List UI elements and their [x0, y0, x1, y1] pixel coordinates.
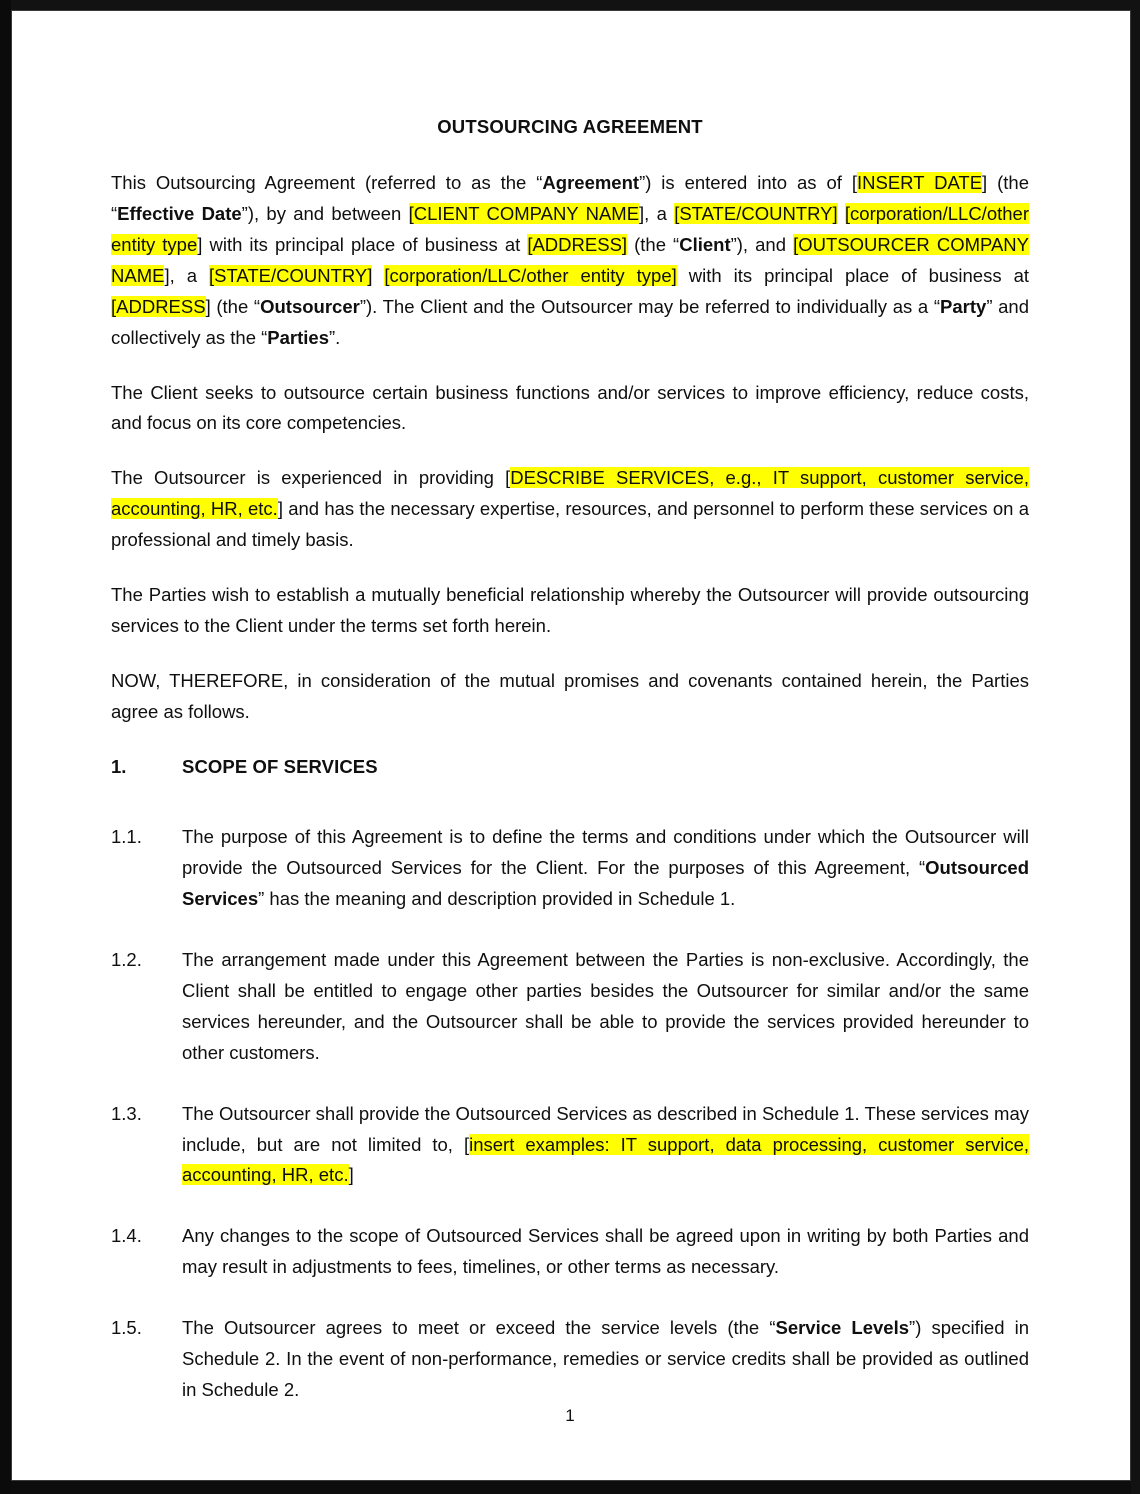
clause-number: 1.3.	[111, 1102, 142, 1124]
clause-text: Any changes to the scope of Outsourced Services shall be agreed upon in writing by both Parties and may result in adjustments to fees, timelines, or other terms as necessary.	[182, 1225, 1029, 1278]
text-segment: ] (the “	[205, 295, 261, 317]
text-segment: ] with its principal place of business at	[197, 233, 528, 255]
clause-number: 1.5.	[111, 1317, 142, 1339]
text-segment: ” and collectively as the “	[111, 295, 1030, 348]
term-client: Client	[679, 233, 731, 255]
clause-number: 1.4.	[111, 1225, 142, 1247]
placeholder-describe-services: DESCRIBE SERVICES, e.g., IT support, customer service, accounting, HR, etc.	[111, 467, 1029, 520]
text-segment: ”) specified in Schedule 2. In the event of non-performance, remedies or service credits shall be provided as outlined in Schedule 2.	[182, 1317, 1029, 1400]
placeholder-insert-date: INSERT DATE	[856, 172, 983, 194]
clause-1-3	[111, 1099, 1029, 1192]
placeholder-client-address: [ADDRESS]	[527, 233, 628, 255]
text-segment: The purpose of this Agreement is to define the terms and conditions under which the Outsourcer will provide the Outsourced Services for the Client. For the purposes of this Agreement, “	[182, 826, 1029, 879]
placeholder-client-entity-type: [corporation/LLC/other entity type	[111, 203, 1029, 255]
clause-text	[182, 822, 1029, 915]
paragraph-now-therefore: NOW, THEREFORE, in consideration of the mutual promises and covenants contained herein, the Parties agree as follows.	[111, 669, 1029, 722]
clause-1-1	[111, 822, 1029, 915]
text-segment: ] and has the necessary expertise, resources, and personnel to perform these services on a professional and timely basis.	[111, 498, 1029, 551]
text-segment: ], a	[164, 264, 209, 286]
clause-1-5	[111, 1313, 1029, 1406]
term-outsourcer: Outsourcer	[260, 295, 360, 317]
paragraph-outsourcer-experience	[111, 463, 1029, 556]
clause-1-2	[111, 945, 1029, 1069]
text-segment: ], a	[639, 203, 675, 225]
placeholder-insert-examples: insert examples: IT support, data processing, customer service, accounting, HR, etc.	[182, 1133, 1029, 1186]
text-segment: The Outsourcer shall provide the Outsourced Services as described in Schedule 1. These services may include, but are not limited to, [	[182, 1102, 1029, 1155]
document-body	[111, 116, 1029, 1436]
section-number: 1.	[111, 755, 127, 777]
text-segment: ”) is entered into as of [	[639, 172, 857, 194]
scan-frame-left	[0, 0, 11, 1494]
placeholder-client-company-name: [CLIENT COMPANY NAME	[408, 203, 640, 225]
paragraph-client-seeks: The Client seeks to outsource certain business functions and/or services to improve efficiency, reduce costs, and focus on its core competencies.	[111, 381, 1029, 434]
placeholder-outsourcer-company-name: [OUTSOURCER COMPANY NAME	[111, 233, 1030, 286]
paper-sheet	[12, 11, 1128, 1480]
text-segment	[372, 265, 384, 286]
paragraph-parties	[111, 168, 1029, 353]
text-segment: with its principal place of business at	[676, 264, 1030, 286]
text-segment: ”), and	[730, 233, 794, 255]
term-party: Party	[940, 295, 987, 317]
term-parties: Parties	[267, 326, 330, 348]
term-agreement: Agreement	[542, 172, 640, 194]
clause-number: 1.1.	[111, 826, 142, 848]
scan-frame-bottom	[0, 1481, 1140, 1494]
text-segment: ”.	[329, 326, 341, 348]
text-segment: ”), by and between	[241, 203, 409, 225]
placeholder-outsourcer-entity-type: [corporation/LLC/other entity type]	[384, 264, 677, 286]
section-heading-scope-of-services	[111, 752, 1029, 783]
text-segment: ] (the “	[111, 172, 1029, 225]
placeholder-outsourcer-state-country: [STATE/COUNTRY]	[208, 264, 373, 286]
text-segment: The Outsourcer agrees to meet or exceed the service levels (the “	[182, 1317, 776, 1339]
text-segment: (the “	[627, 233, 680, 255]
text-segment: The Outsourcer is experienced in providing [	[111, 467, 511, 489]
placeholder-outsourcer-address: [ADDRESS	[111, 295, 206, 317]
text-segment	[838, 203, 845, 224]
page-number-footer: 1	[565, 1406, 575, 1425]
term-outsourced-services: Outsourced Services	[182, 857, 1029, 910]
scan-frame-right	[1131, 0, 1140, 1494]
clause-1-4	[111, 1221, 1029, 1283]
text-segment: ” has the meaning and description provided in Schedule 1.	[258, 888, 736, 910]
placeholder-client-state-country: [STATE/COUNTRY]	[674, 203, 838, 225]
section-title: SCOPE OF SERVICES	[182, 755, 378, 777]
clause-text	[182, 1313, 1029, 1406]
scan-frame-top	[0, 0, 1140, 10]
term-service-levels: Service Levels	[775, 1317, 910, 1339]
term-effective-date: Effective Date	[117, 203, 242, 225]
clause-number: 1.2.	[111, 949, 142, 971]
text-segment: This Outsourcing Agreement (referred to as the “	[111, 172, 543, 194]
page-title: OUTSOURCING AGREEMENT	[437, 116, 703, 137]
paragraph-parties-wish: The Parties wish to establish a mutually beneficial relationship whereby the Outsourcer will provide outsourcing services to the Client under the terms set forth herein.	[111, 583, 1029, 636]
text-segment: ”). The Client and the Outsourcer may be referred to individually as a “	[359, 295, 941, 317]
text-segment: ]	[348, 1164, 354, 1186]
clause-text	[182, 1099, 1029, 1192]
clause-text: The arrangement made under this Agreement between the Parties is non-exclusive. Accordingly, the Client shall be entitled to engage other parties besides the Outsourcer for similar and/or the same services hereunder, and the Outsourcer shall be able to provide the services provided hereunder to other customers.	[182, 949, 1029, 1063]
